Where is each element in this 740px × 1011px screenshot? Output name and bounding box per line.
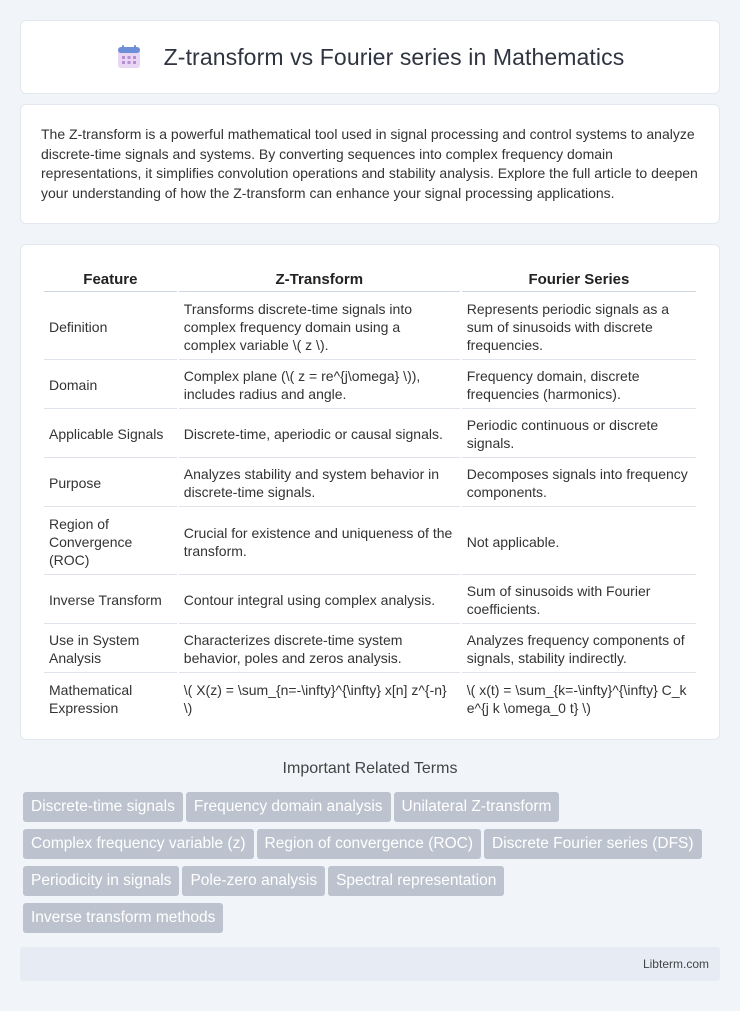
- title-wrap: [116, 44, 625, 71]
- header-z-transform: Z-Transform: [179, 267, 460, 292]
- related-terms-title: Important Related Terms: [282, 760, 458, 777]
- fourier-series-cell: Represents periodic signals as a sum of sinusoids with discrete frequencies.: [462, 294, 696, 360]
- feature-cell: Definition: [44, 294, 177, 360]
- comparison-table: [42, 265, 698, 724]
- z-transform-cell: Complex plane (\( z = re^{j\omega} \)), includes radius and angle.: [179, 362, 460, 409]
- table-row: [44, 675, 696, 722]
- related-term-tag[interactable]: Discrete-time signals: [23, 792, 183, 822]
- related-term-tag[interactable]: Periodicity in signals: [23, 866, 179, 896]
- table-row: [44, 294, 696, 360]
- fourier-series-cell: Decomposes signals into frequency components.: [462, 460, 696, 507]
- fourier-series-cell: Periodic continuous or discrete signals.: [462, 411, 696, 458]
- related-term-tag[interactable]: Discrete Fourier series (DFS): [484, 829, 702, 859]
- z-transform-cell: Discrete-time, aperiodic or causal signals.: [179, 411, 460, 458]
- table-row: [44, 577, 696, 624]
- feature-cell: Use in System Analysis: [44, 626, 177, 673]
- related-term-tag[interactable]: Complex frequency variable (z): [23, 829, 254, 859]
- related-term-tag[interactable]: Pole-zero analysis: [182, 866, 325, 896]
- fourier-series-cell: Sum of sinusoids with Fourier coefficients.: [462, 577, 696, 624]
- z-transform-cell: Analyzes stability and system behavior in discrete-time signals.: [179, 460, 460, 507]
- table-row: [44, 362, 696, 409]
- feature-cell: Applicable Signals: [44, 411, 177, 458]
- related-term-tag[interactable]: Unilateral Z-transform: [394, 792, 560, 822]
- table-header-row: [44, 267, 696, 292]
- header-feature: Feature: [44, 267, 177, 292]
- fourier-series-cell: Analyzes frequency components of signals, stability indirectly.: [462, 626, 696, 673]
- title-card: [20, 20, 720, 94]
- footer-brand-link[interactable]: Libterm.com: [642, 957, 709, 971]
- z-transform-cell: Transforms discrete-time signals into complex frequency domain using a complex variable \( z \).: [179, 294, 460, 360]
- feature-cell: Region of Convergence (ROC): [44, 509, 177, 575]
- table-row: [44, 411, 696, 458]
- table-row: [44, 626, 696, 673]
- fourier-series-cell: \( x(t) = \sum_{k=-\infty}^{\infty} C_k e^{j k \omega_0 t} \): [466, 681, 687, 716]
- z-transform-cell: Contour integral using complex analysis.: [179, 577, 460, 624]
- intro-card: [20, 104, 720, 224]
- z-transform-cell: Characterizes discrete-time system behavior, poles and zeros analysis.: [179, 626, 460, 673]
- table-row: [44, 460, 696, 507]
- comparison-table-card: [20, 244, 720, 740]
- footer: [20, 947, 720, 981]
- header-fourier-series: Fourier Series: [462, 267, 696, 292]
- calendar-icon: [116, 44, 142, 70]
- feature-cell: Mathematical Expression: [49, 681, 133, 716]
- z-transform-cell: \( X(z) = \sum_{n=-\infty}^{\infty} x[n] z^{-n} \): [183, 681, 447, 716]
- related-term-tag[interactable]: Spectral representation: [328, 866, 504, 896]
- fourier-series-cell: Frequency domain, discrete frequencies (harmonics).: [462, 362, 696, 409]
- z-transform-cell: Crucial for existence and uniqueness of the transform.: [179, 509, 460, 575]
- related-terms-tags: [23, 792, 723, 940]
- page-title: Z-transform vs Fourier series in Mathematics: [163, 43, 625, 70]
- feature-cell: Inverse Transform: [44, 577, 177, 624]
- table-row: [44, 509, 696, 575]
- intro-paragraph: The Z-transform is a powerful mathematical tool used in signal processing and control systems to analyze discrete-time signals and systems. By converting sequences into complex frequency domain representations, it simplifies convolution operations and stability analysis. Explore the full article to deepen your understanding of how the Z-transform can enhance your signal processing applications.: [41, 126, 698, 201]
- related-term-tag[interactable]: Region of convergence (ROC): [257, 829, 482, 859]
- fourier-series-cell: Not applicable.: [462, 509, 696, 575]
- related-term-tag[interactable]: Frequency domain analysis: [186, 792, 391, 822]
- feature-cell: Domain: [44, 362, 177, 409]
- feature-cell: Purpose: [44, 460, 177, 507]
- related-term-tag[interactable]: Inverse transform methods: [23, 903, 223, 933]
